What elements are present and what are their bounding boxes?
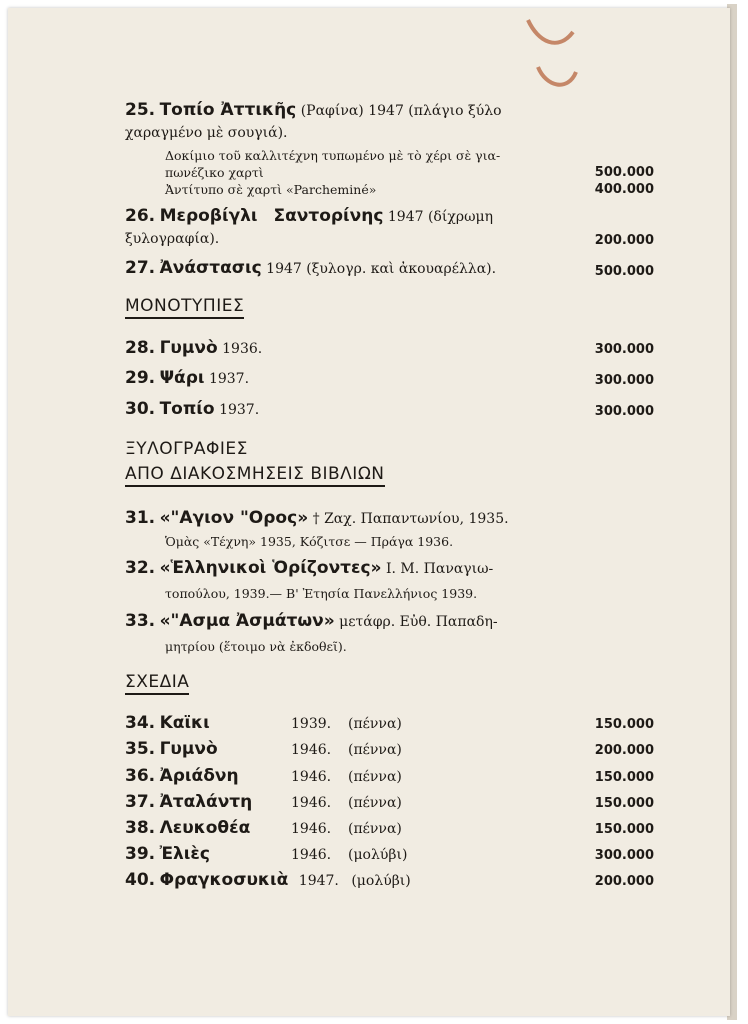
section-heading-book-decorations: ΑΠΟ ΔΙΑΚΟΣΜΗΣΕΙΣ ΒΙΒΛΙΩΝ: [125, 464, 385, 484]
entry-34-price: 150.000: [594, 717, 654, 732]
entry-25-proof-line: Δοκίμιο τοῦ καλλιτέχνη τυπωμένο μὲ τὸ χέρι σὲ για-: [165, 148, 501, 163]
entry-26-price: 200.000: [594, 233, 654, 248]
entry-year: 1937.: [208, 371, 250, 387]
entry-32-cont: τοπούλου, 1939.— Β' Ἐτησία Πανελλήνιος 1939.: [165, 586, 478, 601]
entry-37-year: 1946.: [291, 795, 332, 811]
entry-title: Ἀριάδνη: [159, 766, 239, 786]
stain-mark: [518, 12, 588, 102]
entry-37-price: 150.000: [594, 796, 654, 811]
entry-description: † Ζαχ. Παπαντωνίου, 1935.: [312, 511, 509, 527]
entry-25-parchemine: Ἀντίτυπο σὲ χαρτὶ «Parcheminé»: [165, 182, 377, 197]
entry-title: Ἐλιὲς: [159, 844, 210, 864]
entry-number: 25.: [125, 100, 156, 120]
entry-36: [125, 766, 239, 786]
entry-title: Τοπίο: [159, 399, 215, 419]
entry-number: 27.: [125, 258, 156, 278]
entry-title: Ἀνάστασις: [159, 258, 262, 278]
entry-29-price: 300.000: [594, 373, 654, 388]
entry-title: Γυμνὸ: [159, 338, 218, 358]
entry-34-year: 1939.: [291, 716, 332, 732]
entry-36-medium: (πέννα): [348, 769, 402, 785]
section-heading-woodcuts: ΞΥΛΟΓΡΑΦΙΕΣ: [125, 439, 248, 459]
entry-description: (Ραφίνα) 1947 (πλάγιο ξύλο: [300, 103, 502, 119]
entry-38: [125, 818, 250, 838]
entry-33: [125, 611, 498, 631]
entry-31-cont: Ὁμὰς «Τέχνη» 1935, Κόζιτσε — Πράγα 1936.: [165, 534, 454, 549]
entry-39-year: 1946.: [291, 847, 332, 863]
entry-title: Λευκοθέα: [159, 818, 251, 838]
entry-title: Μεροβίγλι Σαντορίνης: [159, 206, 384, 226]
entry-number: 37.: [125, 792, 156, 812]
entry-32: [125, 558, 493, 578]
entry-title: Τοπίο Ἀττικῆς: [159, 100, 297, 120]
entry-title: Φραγκοσυκιὰ: [159, 870, 289, 890]
entry-number: 35.: [125, 739, 156, 759]
entry-26: [125, 206, 493, 226]
entry-number: 39.: [125, 844, 156, 864]
entry-number: 36.: [125, 766, 156, 786]
entry-description: Ι. Μ. Παναγιω-: [385, 561, 494, 577]
entry-34-medium: (πέννα): [348, 716, 402, 732]
entry-40: [125, 870, 411, 890]
entry-35-medium: (πέννα): [348, 742, 402, 758]
entry-31: [125, 508, 509, 528]
section-heading-drawings: ΣΧΕΔΙΑ: [125, 672, 189, 692]
entry-40-price: 200.000: [594, 874, 654, 889]
entry-35-year: 1946.: [291, 742, 332, 758]
entry-40-year: 1947.: [298, 873, 339, 889]
entry-27-price: 500.000: [594, 264, 654, 279]
entry-26-cont: [125, 231, 219, 247]
entry-39-medium: (μολύβι): [348, 847, 408, 863]
entry-25: [125, 100, 502, 120]
entry-description: 1947 (δίχρωμη: [387, 209, 493, 225]
entry-year: 1937.: [219, 402, 260, 418]
entry-title: Ἀταλάντη: [159, 792, 253, 812]
entry-35-price: 200.000: [594, 743, 654, 758]
entry-number: 32.: [125, 558, 156, 578]
entry-30: [125, 399, 259, 419]
entry-title: Καϊκι: [159, 713, 210, 733]
entry-30-price: 300.000: [594, 404, 654, 419]
entry-35: [125, 739, 218, 759]
entry-description: χαραγμένο μὲ σουγιά).: [125, 125, 288, 141]
entry-year: 1936.: [222, 341, 263, 357]
entry-34: [125, 713, 210, 733]
entry-29: [125, 368, 249, 388]
entry-40-medium: (μολύβι): [351, 873, 411, 889]
entry-25-cont: [125, 125, 288, 141]
entry-27: [125, 258, 496, 278]
entry-title: Ψάρι: [159, 368, 205, 388]
entry-description: ξυλογραφία).: [125, 231, 220, 247]
entry-number: 34.: [125, 713, 156, 733]
entry-number: 38.: [125, 818, 156, 838]
entry-number: 30.: [125, 399, 156, 419]
catalogue-page: [8, 8, 730, 1016]
entry-37-medium: (πέννα): [348, 795, 402, 811]
entry-title: «"Αγιον "Ορος»: [159, 508, 309, 528]
entry-25-japanese-paper: πωνέζικο χαρτὶ: [165, 165, 264, 180]
entry-36-year: 1946.: [291, 769, 332, 785]
entry-25-price-2: 400.000: [594, 182, 654, 197]
entry-36-price: 150.000: [594, 770, 654, 785]
entry-title: Γυμνὸ: [159, 739, 218, 759]
entry-38-price: 150.000: [594, 822, 654, 837]
entry-number: 26.: [125, 206, 156, 226]
entry-28: [125, 338, 262, 358]
entry-25-price-1: 500.000: [594, 165, 654, 180]
entry-number: 28.: [125, 338, 156, 358]
entry-37: [125, 792, 252, 812]
entry-title: «Ἑλληνικοὶ Ὁρίζοντες»: [159, 558, 382, 578]
entry-39: [125, 844, 210, 864]
entry-number: 40.: [125, 870, 156, 890]
entry-description: μετάφρ. Εὐθ. Παπαδη-: [339, 614, 498, 630]
entry-number: 31.: [125, 508, 156, 528]
entry-title: «"Ασμα Ἀσμάτων»: [159, 611, 335, 631]
entry-number: 33.: [125, 611, 156, 631]
entry-number: 29.: [125, 368, 156, 388]
entry-33-cont: μητρίου (ἕτοιμο νὰ ἐκδοθεῖ).: [165, 639, 347, 654]
entry-38-medium: (πέννα): [348, 821, 402, 837]
entry-description: 1947 (ξυλογρ. καὶ ἀκουαρέλλα).: [266, 261, 497, 277]
entry-28-price: 300.000: [594, 342, 654, 357]
entry-39-price: 300.000: [594, 848, 654, 863]
entry-38-year: 1946.: [291, 821, 332, 837]
section-heading-monotypes: ΜΟΝΟΤΥΠΙΕΣ: [125, 296, 244, 316]
